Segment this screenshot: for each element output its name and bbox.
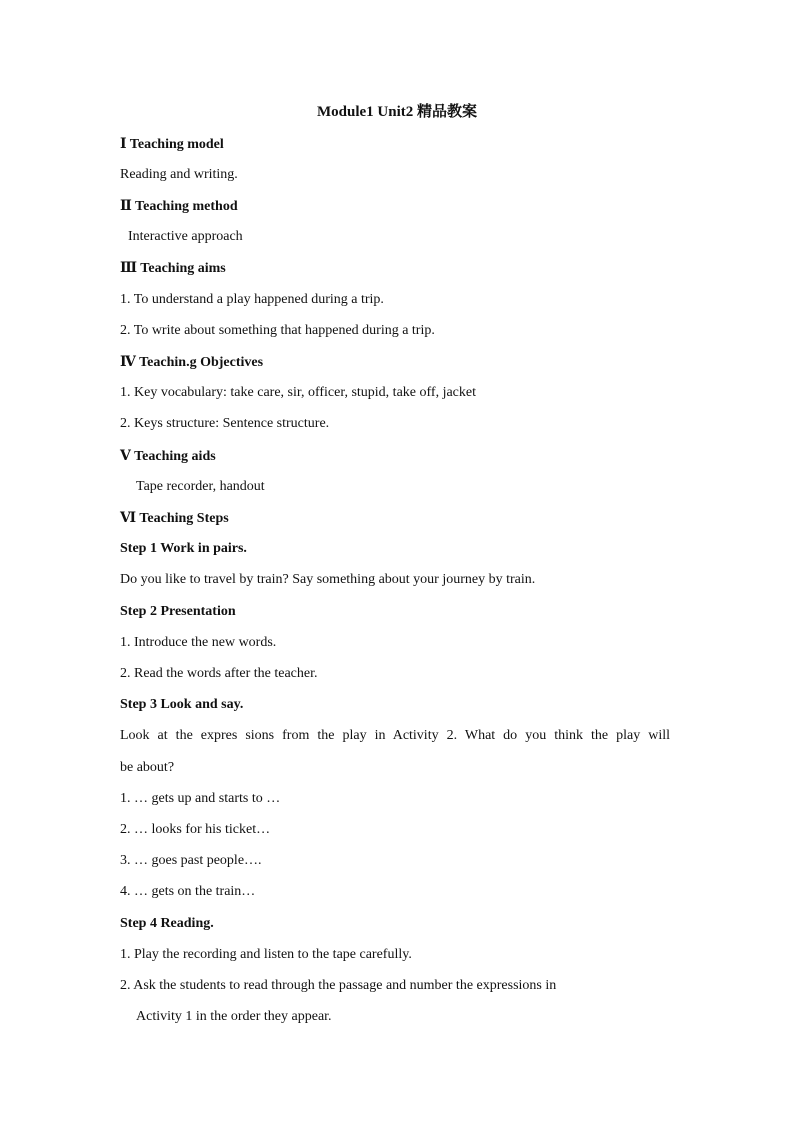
step-item: 2. Read the words after the teacher. [120, 666, 318, 681]
step-item: 2. … looks for his ticket… [120, 822, 271, 837]
section-heading-teaching-method: Ⅱ Teaching method [120, 199, 238, 214]
step-text: Do you like to travel by train? Say something about your journey by train. [120, 572, 536, 587]
step-item: 2. Ask the students to read through the passage and number the expressions in [120, 978, 557, 993]
teaching-aids-text: Tape recorder, handout [136, 479, 265, 494]
section-heading-teaching-aims: Ⅲ Teaching aims [120, 261, 226, 276]
step-item: 3. … goes past people…. [120, 853, 262, 868]
teaching-method-text: Interactive approach [128, 229, 243, 244]
teaching-model-text: Reading and writing. [120, 167, 238, 182]
step-item: 4. … gets on the train… [120, 884, 256, 899]
section-heading-teaching-steps: Ⅵ Teaching Steps [120, 511, 229, 526]
step-heading: Step 4 Reading. [120, 916, 214, 931]
section-heading-teaching-model: Ⅰ Teaching model [120, 137, 224, 152]
step-text: Look at the expres sions from the play in Activity 2. What do you think the play will [120, 728, 670, 743]
step-item: Activity 1 in the order they appear. [136, 1009, 332, 1024]
step-heading: Step 3 Look and say. [120, 697, 244, 712]
step-heading: Step 2 Presentation [120, 604, 236, 619]
objectives-item: 2. Keys structure: Sentence structure. [120, 416, 330, 431]
step-item: 1. Play the recording and listen to the tape carefully. [120, 947, 412, 962]
aims-item: 2. To write about something that happened during a trip. [120, 323, 435, 338]
step-item: 1. Introduce the new words. [120, 635, 277, 650]
section-heading-objectives: Ⅳ Teachin.g Objectives [120, 355, 264, 370]
step-item: 1. … gets up and starts to … [120, 791, 281, 806]
objectives-item: 1. Key vocabulary: take care, sir, officer, stupid, take off, jacket [120, 385, 476, 400]
step-heading: Step 1 Work in pairs. [120, 541, 247, 556]
section-heading-teaching-aids: Ⅴ Teaching aids [120, 449, 216, 464]
aims-item: 1. To understand a play happened during a trip. [120, 292, 384, 307]
document-title: Module1 Unit2 精品教案 [316, 104, 477, 120]
step-text: be about? [120, 760, 175, 775]
